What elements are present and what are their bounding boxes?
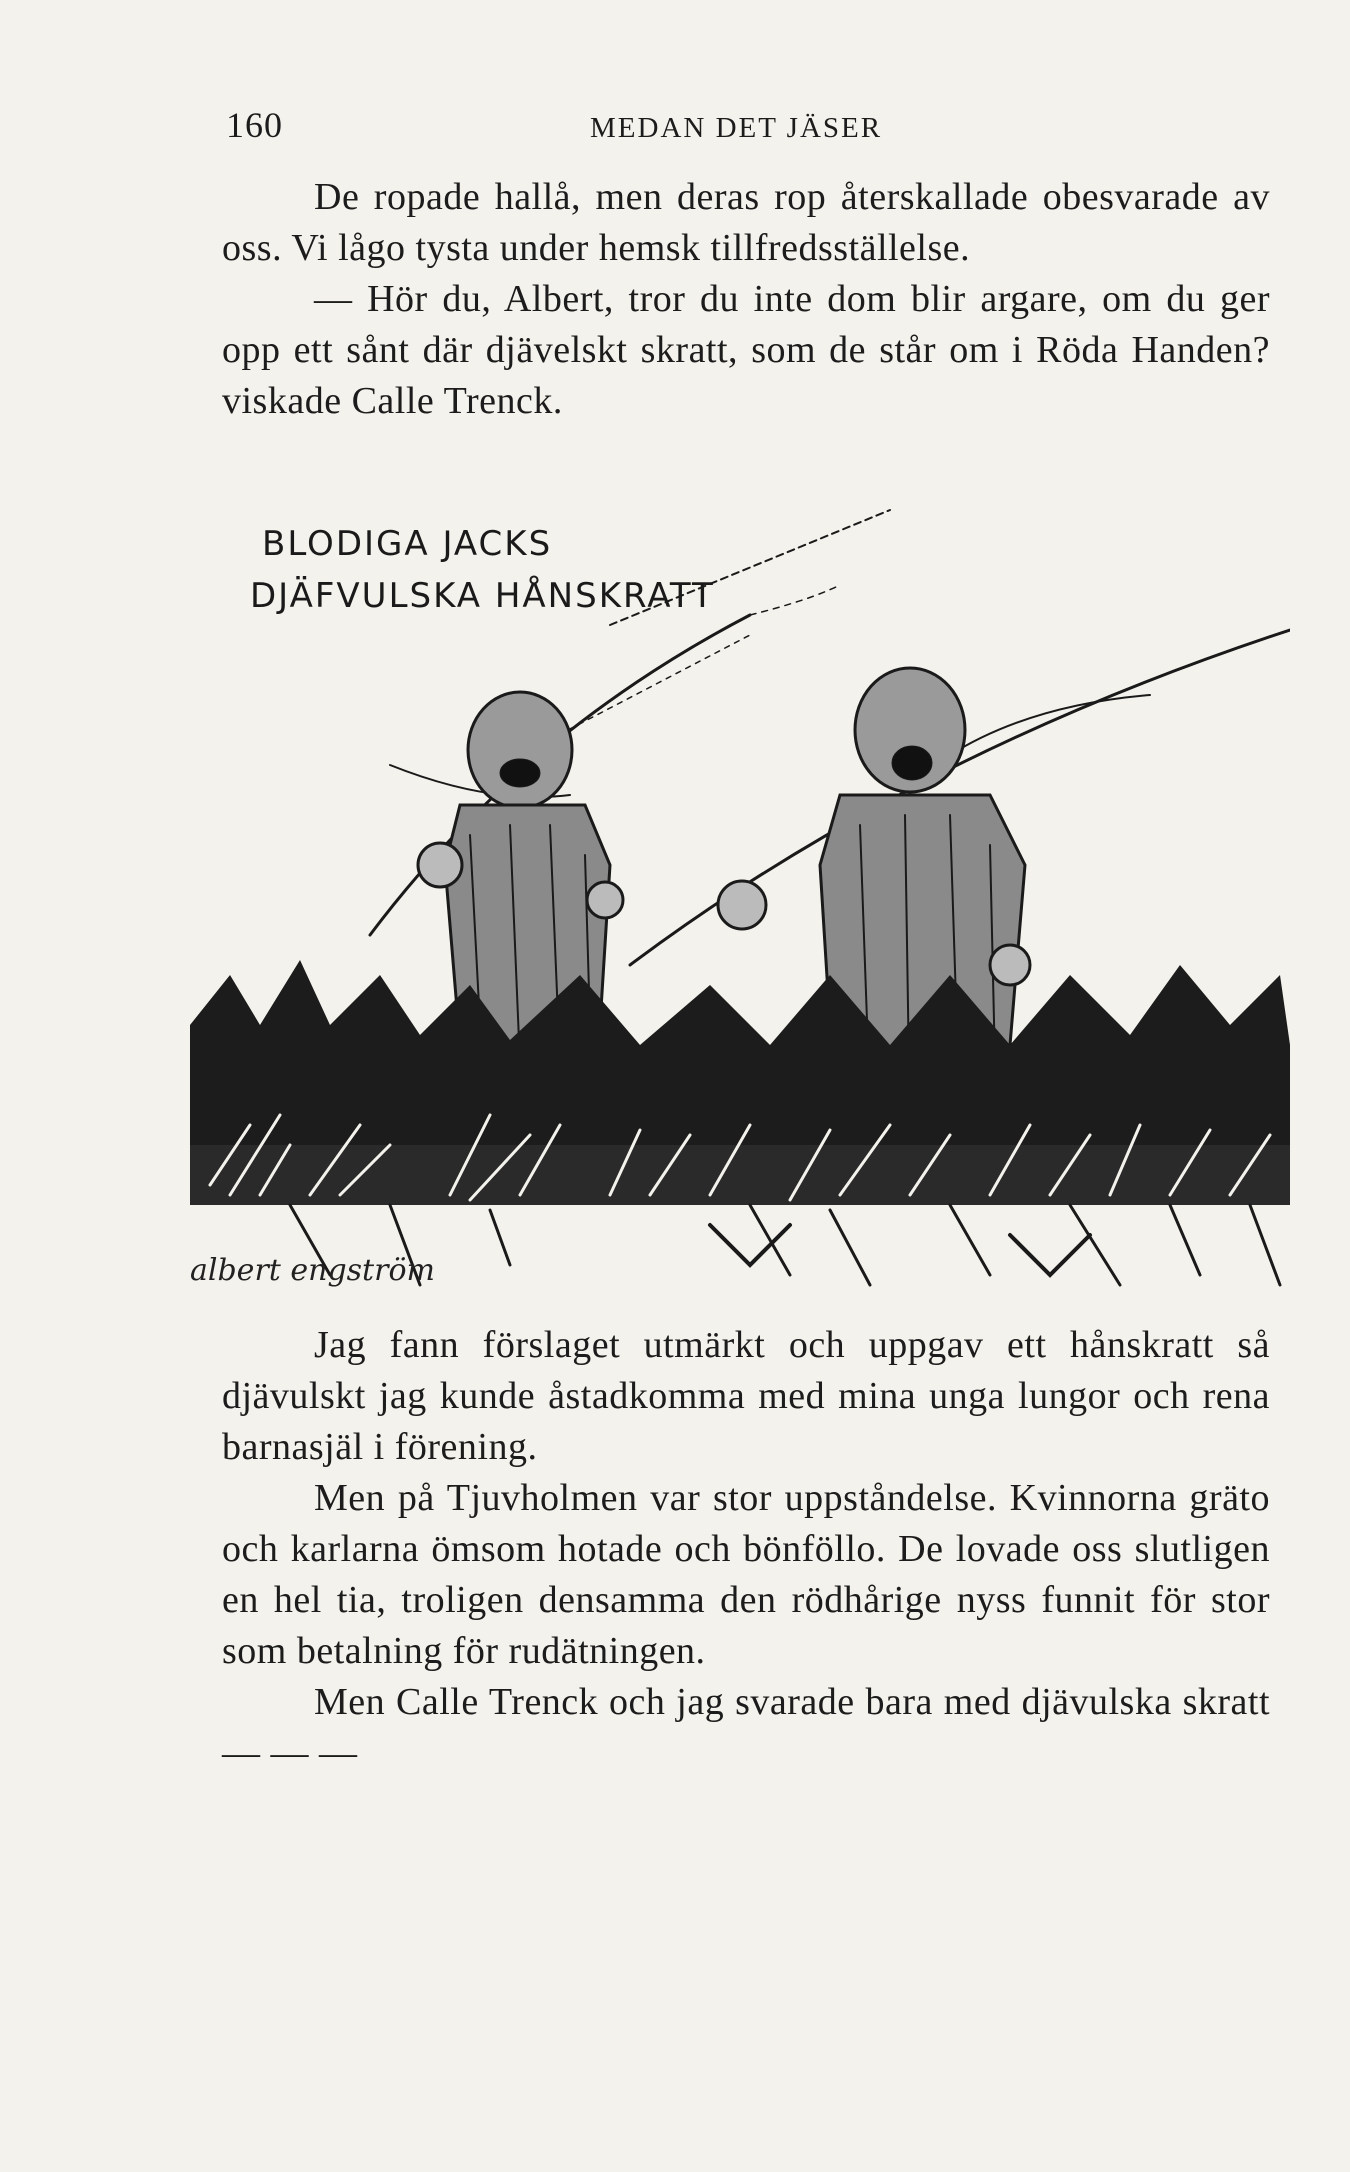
running-head: MEDAN DET JÄSER [590,112,883,144]
illustration-caption-line-1: BLODIGA JACKS [262,524,553,564]
text-block-bottom [222,1320,1270,1779]
illustration [190,505,1290,1300]
paragraph: — Hör du, Albert, tror du inte dom blir argare, om du ger opp ett sånt där djävelskt skratt, som de står om i Röda Handen? viskade Calle Trenck. [222,278,1270,422]
paragraph: Men på Tjuvholmen var stor uppståndelse. Kvinnorna gräto och karlarna ömsom hotade och bönföllo. De lovade oss slutligen en hel tia, troligen densamma den rödhårige nyss funnit för stor som betalning för rudätningen. [222,1477,1270,1672]
text-block-top [222,172,1270,427]
illustration-caption-line-2: DJÄFVULSKA HÅNSKRATT [250,576,715,616]
page-number: 160 [226,105,283,145]
paragraph: Men Calle Trenck och jag svarade bara med djävulska skratt — — — [222,1681,1270,1774]
paragraph: Jag fann förslaget utmärkt och uppgav ett hånskratt så djävulskt jag kunde åstadkomma med mina unga lungor och rena barnasjäl i förening. [222,1324,1270,1468]
paragraph: De ropade hallå, men deras rop återskallade obesvarade av oss. Vi lågo tysta under hemsk tillfredsställelse. [222,176,1270,269]
artist-signature: albert engström [190,1253,435,1288]
drawing [190,510,1290,1300]
